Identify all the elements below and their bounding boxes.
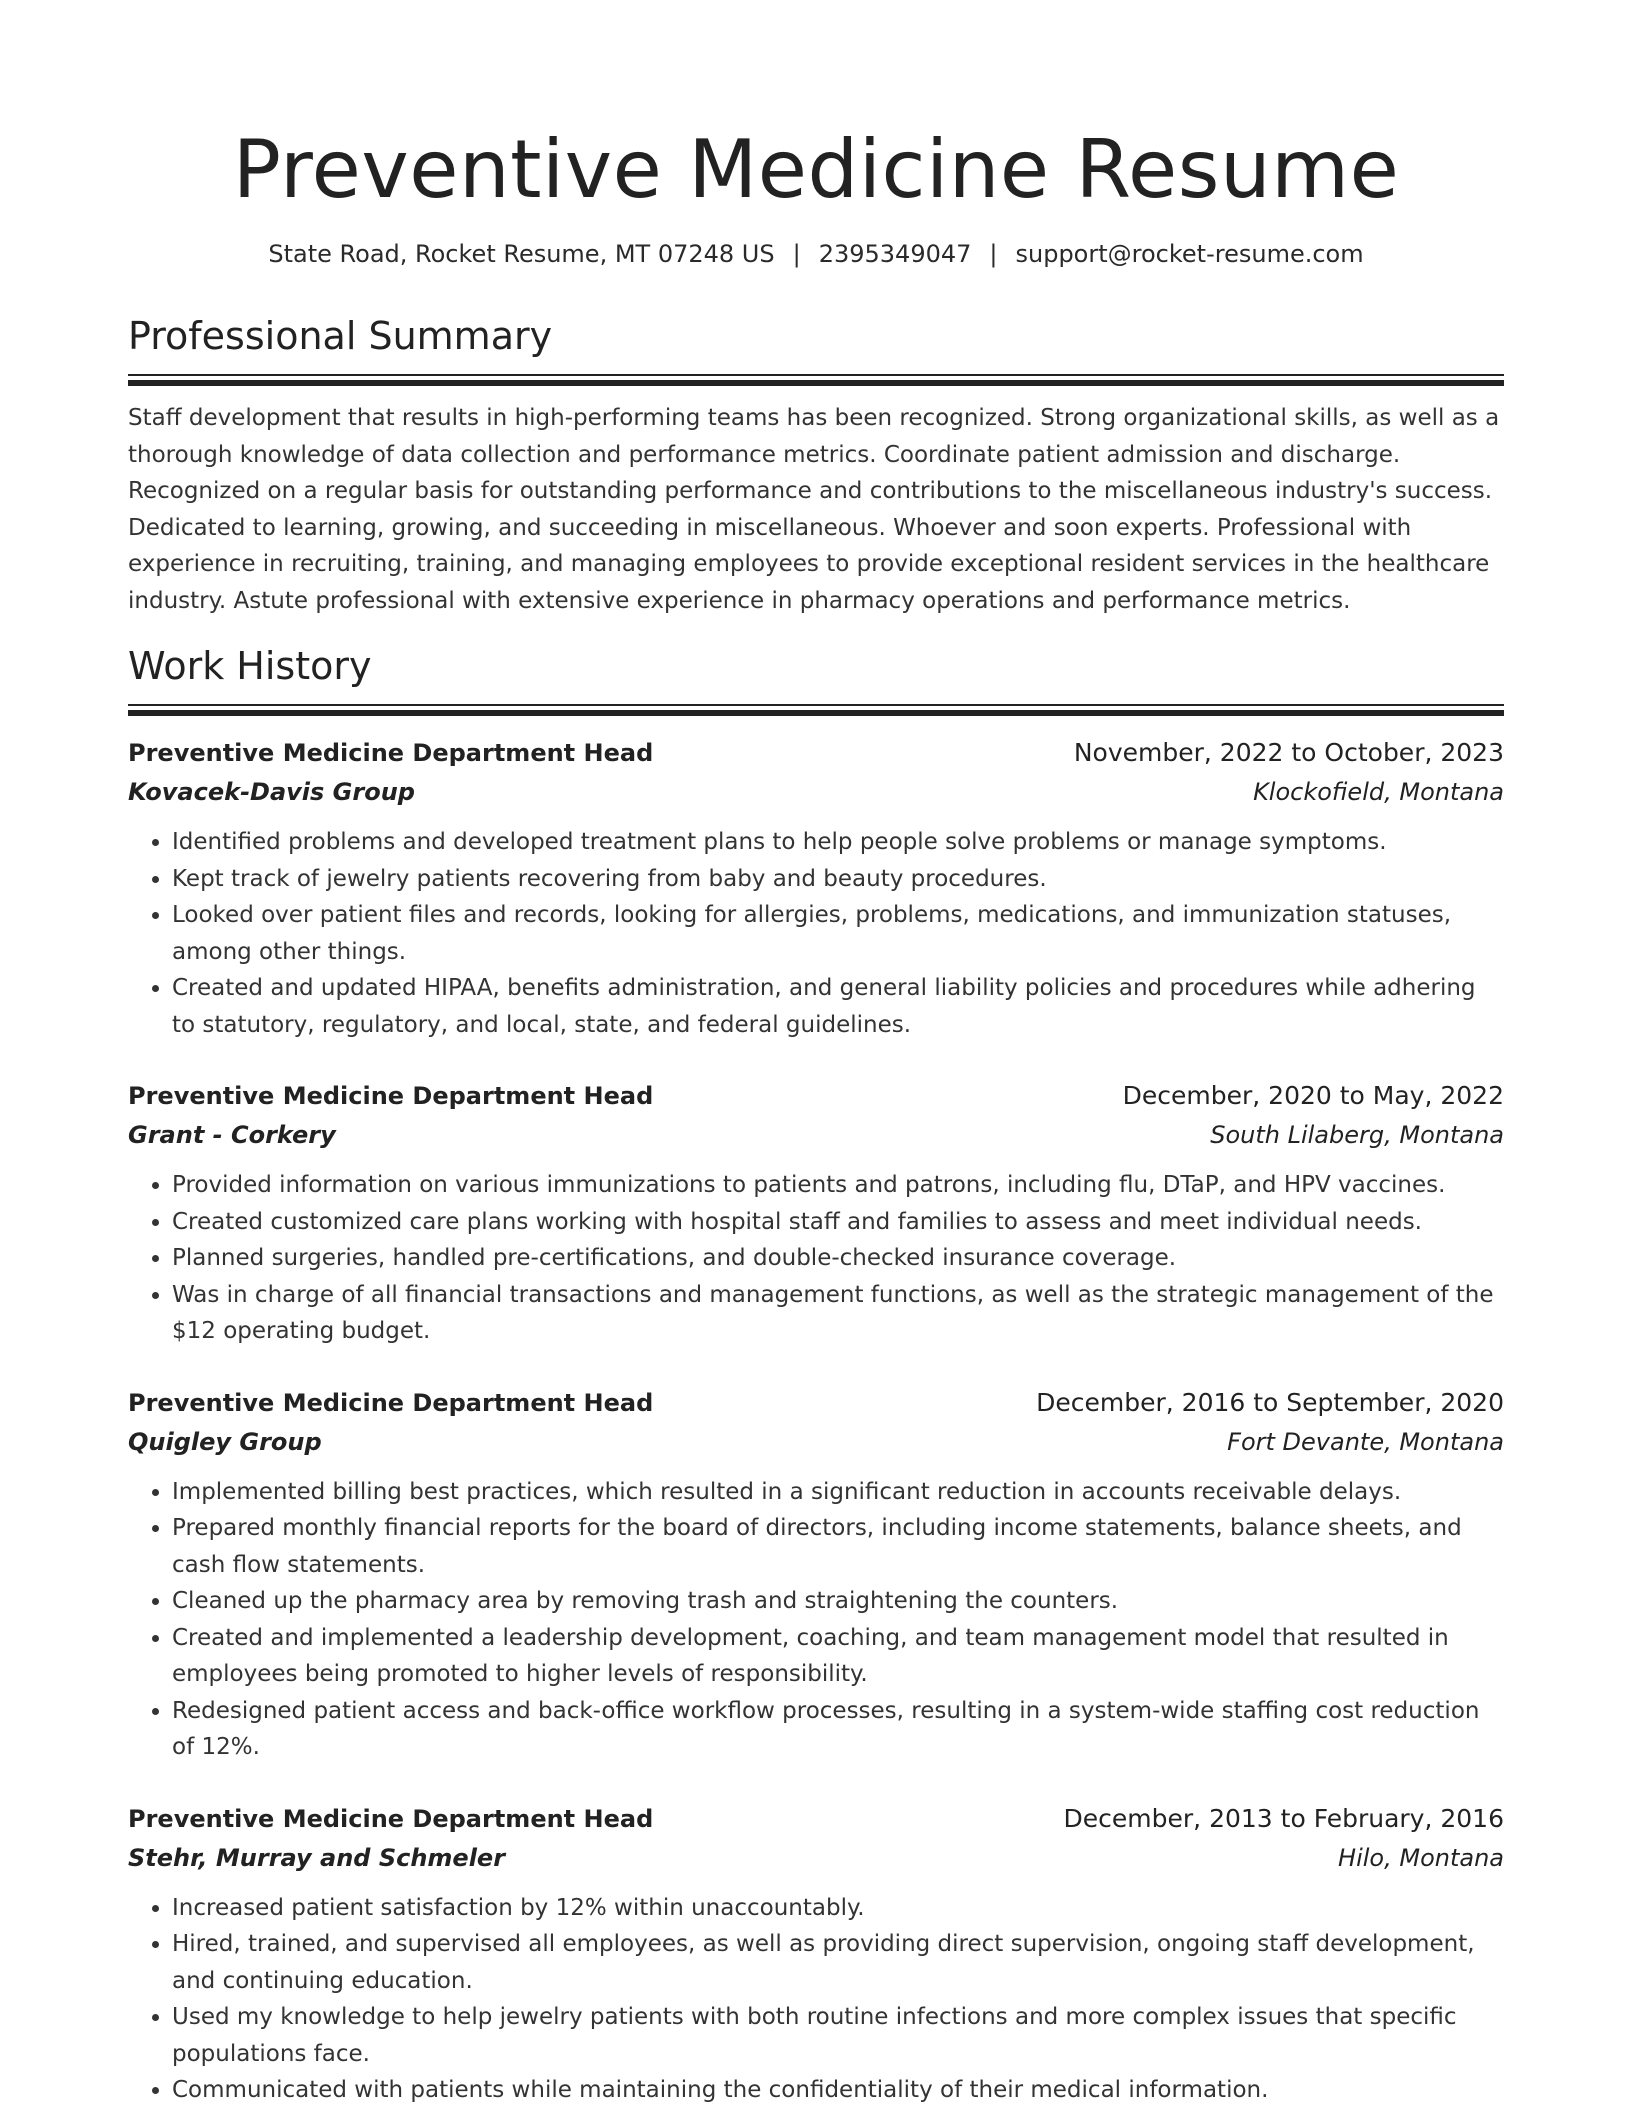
work-history-heading: Work History [128,644,372,688]
summary-section [128,312,1504,619]
job-bullet: • Identified problems and developed treatment plans to help people solve problems or manage symptoms. [172,824,1504,861]
contact-address: State Road, Rocket Resume, MT 07248 US [268,240,775,268]
job-bullet: • Prepared monthly financial reports for the board of directors, including income statements, balance sheets, and cash flow statements. [172,1510,1504,1583]
job-company: Quigley Group [128,1427,322,1456]
job-header-row [128,1384,1504,1422]
job-company-row [128,772,1504,812]
contact-line [128,238,1504,270]
job-bullets [128,1890,1504,2109]
contact-phone: 2395349047 [818,240,972,268]
job-bullet: • Looked over patient files and records, looking for allergies, problems, medications, and immunization statuses, among other things. [172,897,1504,970]
job-bullet: • Used my knowledge to help jewelry patients with both routine infections and more complex issues that specific populations face. [172,1999,1504,2072]
job-location: Hilo, Montana [1338,1843,1504,1872]
job-company: Grant - Corkery [128,1121,336,1149]
contact-email: support@rocket-resume.com [1015,240,1364,268]
job-bullet: • Provided information on various immunizations to patients and patrons, including flu, DTaP, and HPV vaccines. [172,1167,1504,1204]
section-divider [128,374,1504,386]
job-dates: November, 2022 to October, 2023 [1073,738,1504,767]
job-bullet: • Kept track of jewelry patients recovering from baby and beauty procedures. [172,861,1504,898]
job-dates: December, 2016 to September, 2020 [1036,1387,1504,1417]
job-bullets [128,1167,1504,1350]
job-bullet: • Cleaned up the pharmacy area by removing trash and straightening the counters. [172,1583,1504,1620]
job-bullet: • Hired, trained, and supervised all employees, as well as providing direct supervision, ongoing staff development, and continuing education. [172,1926,1504,1999]
resume-name: Preventive Medicine Resume [232,123,1400,216]
job-bullet: • Created and updated HIPAA, benefits administration, and general liability policies and procedures while adhering to statutory, regulatory, and local, state, and federal guidelines. [172,970,1504,1043]
job-company: Kovacek-Davis Group [128,778,415,806]
job-company: Stehr, Murray and Schmeler [128,1843,506,1872]
job-title: Preventive Medicine Department Head [128,1082,654,1110]
job-title: Preventive Medicine Department Head [128,739,654,767]
job-dates: December, 2020 to May, 2022 [1122,1081,1504,1110]
job-bullets [128,1474,1504,1766]
job-dates: December, 2013 to February, 2016 [1063,1803,1504,1833]
resume-content [128,120,1504,2109]
job-bullet: • Increased patient satisfaction by 12% within unaccountably. [172,1890,1504,1927]
job-bullet: • Created and implemented a leadership development, coaching, and team management model that resulted in employees being promoted to higher levels of responsibility. [172,1620,1504,1693]
job-location: Klockofield, Montana [1253,778,1504,806]
job-bullet: • Redesigned patient access and back-office workflow processes, resulting in a system-wide staffing cost reduction of 12%. [172,1693,1504,1766]
summary-text: Staff development that results in high-performing teams has been recognized. Strong organizational skills, as well as a thorough knowledge of data collection and performance metrics. Coordinate patient admission and discharge. Recognized on a regular basis for outstanding performance and contributions to the miscellaneous industry's success. Dedicated to learning, growing, and succeeding in miscellaneous. Whoever and soon experts. Professional with experience in recruiting, training, and managing employees to provide exceptional resident services in the healthcare industry. Astute professional with extensive experience in pharmacy operations and performance metrics. [128,405,1500,614]
job-header-row [128,734,1504,772]
job-title: Preventive Medicine Department Head [128,1804,654,1833]
job-bullet: • Implemented billing best practices, which resulted in a significant reduction in accounts receivable delays. [172,1474,1504,1511]
job-header-row [128,1077,1504,1115]
job-bullet: • Planned surgeries, handled pre-certifications, and double-checked insurance coverage. [172,1240,1504,1277]
work-history-section [128,642,1504,2109]
job-entry [128,1800,1504,2109]
contact-separator: | [989,240,998,268]
job-location: South Lilaberg, Montana [1210,1121,1504,1149]
job-title: Preventive Medicine Department Head [128,1388,654,1417]
job-entry [128,1384,1504,1766]
section-divider [128,704,1504,716]
job-bullet: • Created customized care plans working with hospital staff and families to assess and meet individual needs. [172,1204,1504,1241]
job-entry [128,734,1504,1043]
job-location: Fort Devante, Montana [1227,1427,1504,1456]
job-bullet: • Was in charge of all financial transactions and management functions, as well as the strategic management of the $12 operating budget. [172,1277,1504,1350]
job-company-row [128,1422,1504,1462]
contact-separator: | [792,240,801,268]
job-company-row [128,1838,1504,1878]
job-company-row [128,1115,1504,1155]
job-entry [128,1077,1504,1350]
job-bullet: • Communicated with patients while maintaining the confidentiality of their medical information. [172,2072,1504,2109]
job-header-row [128,1800,1504,1838]
summary-heading: Professional Summary [128,314,553,358]
job-bullets [128,824,1504,1043]
